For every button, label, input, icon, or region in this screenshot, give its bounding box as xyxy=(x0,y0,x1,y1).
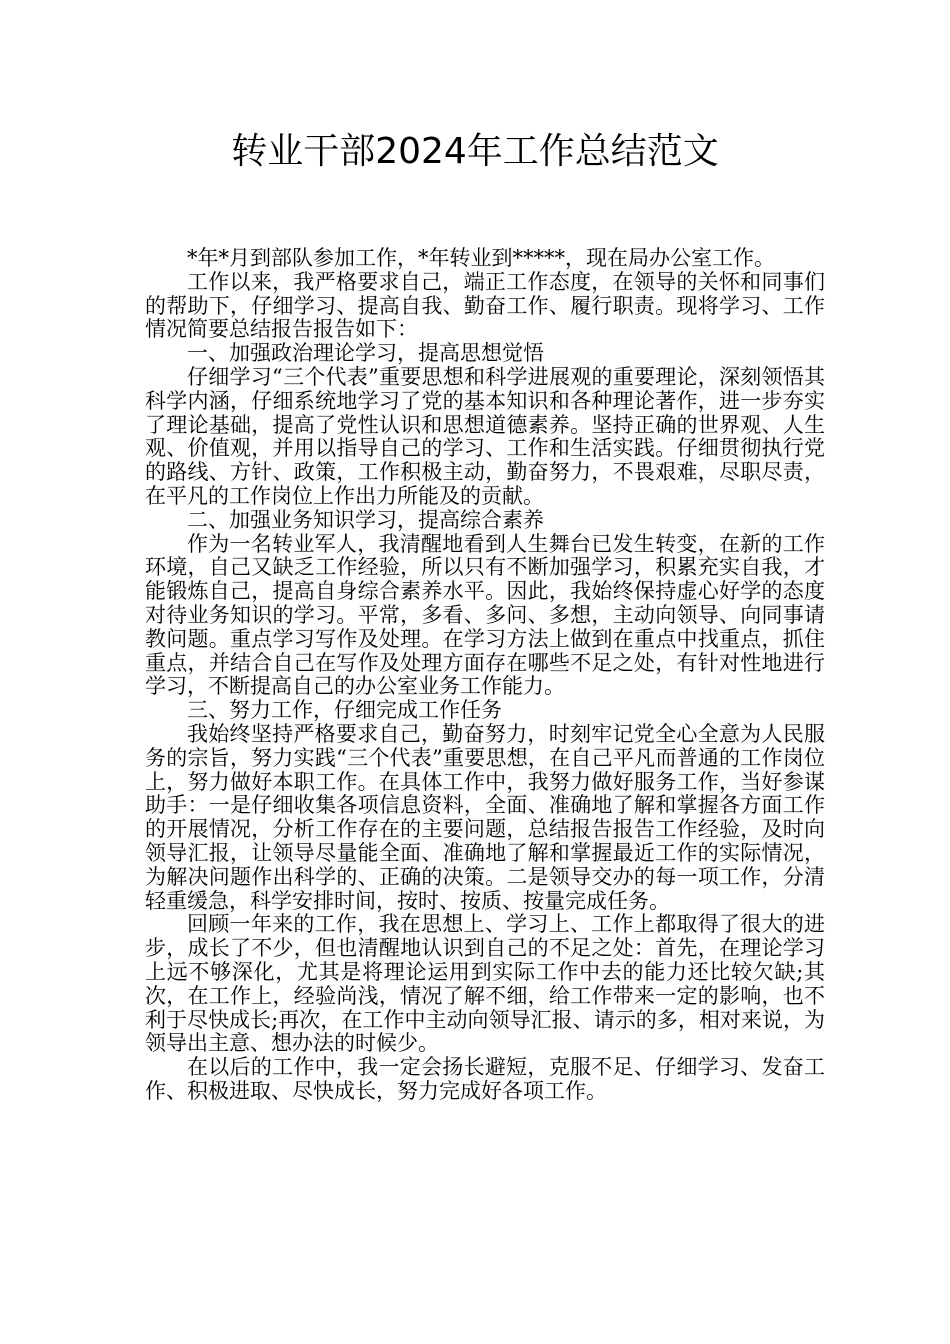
section-heading-2: 二、加强业务知识学习，提高综合素养 xyxy=(187,507,544,532)
section-heading-3: 三、努力工作，仔细完成工作任务 xyxy=(187,698,502,723)
paragraph-section-2: 作为一名转业军人，我清醒地看到人生舞台已发生转变，在新的工作环境，自己又缺乏工作经验，所以只有不断加强学习，积累充实自我，才能锻炼自己，提高自身综合素养水平。因此，我始终保持虚心好学的态度对待业务知识的学习。平常，多看、多问、多想，主动向领导、向同事请教问题。重点学习写作及处理。在学习方法上做到在重点中找重点，抓住重点，并结合自己在写作及处理方面存在哪些不足之处，有针对性地进行学习，不断提高自己的办公室业务工作能力。 xyxy=(145,531,825,699)
paragraph-conclusion: 在以后的工作中，我一定会扬长避短，克服不足、仔细学习、发奋工作、积极进取、尽快成长，努力完成好各项工作。 xyxy=(145,1055,825,1103)
document-body xyxy=(145,247,825,1104)
paragraph-intro: *年*月到部队参加工作，*年转业到*****，现在局办公室工作。 xyxy=(187,246,775,270)
paragraph-overview: 工作以来，我严格要求自己，端正工作态度，在领导的关怀和同事们的帮助下，仔细学习、提高自我、勤奋工作、履行职责。现将学习、工作情况简要总结报告报告如下： xyxy=(145,269,825,342)
paragraph-review: 回顾一年来的工作，我在思想上、学习上、工作上都取得了很大的进步，成长了不少，但也清醒地认识到自己的不足之处：首先，在理论学习上远不够深化，尤其是将理论运用到实际工作中去的能力还比较欠缺;其次，在工作上，经验尚浅，情况了解不细，给工作带来一定的影响，也不利于尽快成长;再次，在工作中主动向领导汇报、请示的多，相对来说，为领导出主意、想办法的时候少。 xyxy=(145,912,825,1056)
document-title: 转业干部2024年工作总结范文 xyxy=(231,131,719,172)
section-heading-1: 一、加强政治理论学习，提高思想觉悟 xyxy=(187,341,544,366)
paragraph-section-3: 我始终坚持严格要求自己，勤奋努力，时刻牢记党全心全意为人民服务的宗旨，努力实践“三个代表”重要思想，在自己平凡而普通的工作岗位上，努力做好本职工作。在具体工作中，我努力做好服务工作，当好参谋助手：一是仔细收集各项信息资料，全面、准确地了解和掌握各方面工作的开展情况，分析工作存在的主要问题，总结报告报告工作经验，及时向领导汇报，让领导尽量能全面、准确地了解和掌握最近工作的实际情况，为解决问题作出科学的、正确的决策。二是领导交办的每一项工作，分清轻重缓急，科学安排时间，按时、按质、按量完成任务。 xyxy=(145,721,825,913)
paragraph-section-1: 仔细学习“三个代表”重要思想和科学进展观的重要理论，深刻领悟其科学内涵，仔细系统地学习了党的基本知识和各种理论著作，进一步夯实了理论基础，提高了党性认识和思想道德素养。坚持正确的世界观、人生观、价值观，并用以指导自己的学习、工作和生活实践。仔细贯彻执行党的路线、方针、政策，工作积极主动，勤奋努力，不畏艰难，尽职尽责，在平凡的工作岗位上作出力所能及的贡献。 xyxy=(145,364,825,508)
